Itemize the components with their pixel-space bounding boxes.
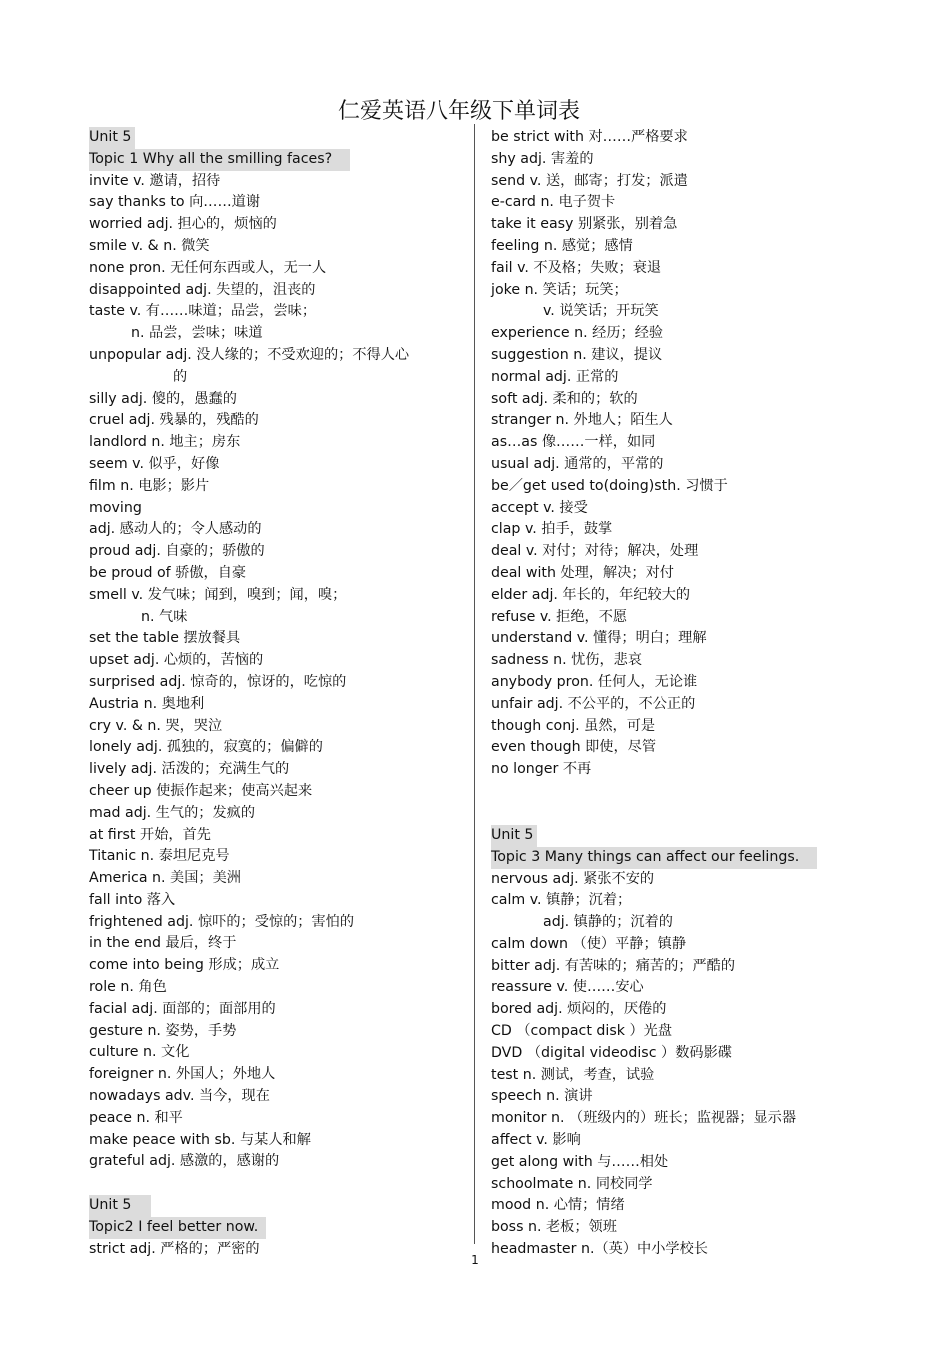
vocab-entry-continuation: n. 气味 (141, 608, 188, 625)
vocab-entry: clap v. 拍手，鼓掌 (491, 521, 613, 538)
vocab-entry: disappointed adj. 失望的，沮丧的 (89, 281, 316, 298)
vocab-entry: silly adj. 傻的，愚蠢的 (89, 390, 237, 407)
vocab-entry: send v. 送，邮寄；打发；派遣 (491, 172, 688, 189)
section-topic-heading: Topic 3 Many things can affect our feelings. (491, 847, 817, 869)
vocab-entry: deal v. 对付；对待；解决，处理 (491, 543, 699, 560)
vocab-entry: Titanic n. 泰坦尼克号 (89, 848, 230, 865)
vocab-entry: understand v. 懂得；明白；理解 (491, 630, 707, 647)
vocab-entry: be proud of 骄傲，自豪 (89, 564, 247, 581)
vocab-entry: set the table 摆放餐具 (89, 630, 241, 647)
vocab-entry: cheer up 使振作起来；使高兴起来 (89, 782, 313, 799)
vocab-entry: lively adj. 活泼的；充满生气的 (89, 761, 290, 778)
section-topic-heading: Topic2 I feel better now. (89, 1217, 266, 1239)
vocab-entry: peace n. 和平 (89, 1109, 183, 1126)
vocab-entry: culture n. 文化 (89, 1044, 190, 1061)
vocab-entry-continuation: adj. 镇静的；沉着的 (543, 914, 673, 931)
right-column (491, 127, 911, 1261)
vocab-entry: nowadays adv. 当今，现在 (89, 1088, 270, 1105)
vocab-entry: feeling n. 感觉；感情 (491, 237, 633, 254)
vocab-entry: smile v. & n. 微笑 (89, 237, 210, 254)
vocab-entry: calm v. 镇静；沉着； (491, 892, 632, 909)
page-title: 仁爱英语八年级下单词表 (337, 99, 580, 124)
section-topic-heading: Topic 1 Why all the smilling faces? (89, 149, 350, 171)
vocab-entry: cry v. & n. 哭，哭泣 (89, 717, 223, 734)
vocab-entry: proud adj. 自豪的；骄傲的 (89, 543, 265, 560)
vocab-entry: facial adj. 面部的；面部用的 (89, 1000, 276, 1017)
vocab-entry: grateful adj. 感激的，感谢的 (89, 1153, 280, 1170)
vocab-entry: in the end 最后，终于 (89, 935, 237, 952)
vocab-entry: frightened adj. 惊吓的；受惊的；害怕的 (89, 913, 355, 930)
vocab-entry: monitor n. （班级内的）班长；监视器；显示器 (491, 1110, 797, 1127)
vocab-entry: experience n. 经历；经验 (491, 325, 664, 342)
vocab-entry: unfair adj. 不公平的，不公正的 (491, 695, 696, 712)
vocab-entry: none pron. 无任何东西或人，无一人 (89, 259, 327, 276)
vocab-entry: make peace with sb. 与某人和解 (89, 1131, 311, 1148)
vocab-entry: foreigner n. 外国人；外地人 (89, 1066, 276, 1083)
vocab-entry: mad adj. 生气的；发疯的 (89, 804, 256, 821)
vocab-entry: moving (89, 499, 142, 516)
vocab-entry: lonely adj. 孤独的，寂寞的；偏僻的 (89, 739, 323, 756)
vocab-entry: stranger n. 外地人；陌生人 (491, 412, 673, 429)
vocab-entry-continuation: adj. 感动人的；令人感动的 (89, 521, 262, 538)
vocab-entry: elder adj. 年长的，年纪较大的 (491, 586, 691, 603)
vocab-entry: CD （compact disk ）光盘 (491, 1023, 673, 1040)
vocab-entry: Austria n. 奥地利 (89, 695, 205, 712)
vocab-entry: though conj. 虽然，可是 (491, 717, 656, 734)
section-unit-heading: Unit 5 (89, 1195, 151, 1217)
vocab-entry: reassure v. 使……安心 (491, 979, 644, 996)
vocab-entry-continuation: 的 (173, 368, 188, 385)
vocab-entry: fail v. 不及格；失败；衰退 (491, 259, 662, 276)
vocab-entry: anybody pron. 任何人，无论谁 (491, 673, 698, 690)
vocab-entry: be／get used to(doing)sth. 习惯于 (491, 477, 728, 494)
vocab-entry: soft adj. 柔和的；软的 (491, 390, 638, 407)
vocab-entry: unpopular adj. 没人缘的；不受欢迎的；不得人心 (89, 346, 410, 363)
vocab-entry: mood n. 心情；情绪 (491, 1197, 625, 1214)
vocab-entry: calm down （使）平静；镇静 (491, 935, 687, 952)
section-unit-heading: Unit 5 (89, 127, 135, 149)
vocab-entry: be strict with 对……严格要求 (491, 129, 688, 145)
vocab-entry: worried adj. 担心的，烦恼的 (89, 216, 277, 233)
vocab-entry: sadness n. 忧伤，悲哀 (491, 652, 643, 669)
vocab-entry: suggestion n. 建议，提议 (491, 346, 663, 363)
vocab-entry: invite v. 邀请，招待 (89, 172, 221, 189)
vocab-entry: America n. 美国；美洲 (89, 870, 241, 887)
vocab-entry: seem v. 似乎，好像 (89, 455, 220, 472)
vocab-entry: surprised adj. 惊奇的，惊讶的，吃惊的 (89, 673, 347, 690)
vocab-entry: say thanks to 向……道谢 (89, 194, 261, 211)
vocab-entry: smell v. 发气味；闻到，嗅到；闻，嗅； (89, 586, 347, 603)
vocab-entry: taste v. 有……味道；品尝，尝味； (89, 303, 317, 320)
vocab-entry: fall into 落入 (89, 891, 176, 908)
vocab-entry: headmaster n.（英）中小学校长 (491, 1241, 708, 1258)
vocab-entry: usual adj. 通常的，平常的 (491, 455, 664, 472)
vocab-entry: shy adj. 害羞的 (491, 150, 594, 167)
vocab-entry: even though 即使，尽管 (491, 739, 657, 756)
vocab-entry: refuse v. 拒绝，不愿 (491, 608, 628, 625)
vocab-entry: bitter adj. 有苦味的；痛苦的；严酷的 (491, 957, 736, 974)
vocab-entry: speech n. 演讲 (491, 1088, 593, 1105)
vocab-entry: landlord n. 地主；房东 (89, 434, 241, 451)
vocab-entry: test n. 测试，考查，试验 (491, 1066, 655, 1083)
vocab-entry: no longer 不再 (491, 761, 592, 778)
vocab-entry: get along with 与……相处 (491, 1153, 669, 1170)
vocab-entry: normal adj. 正常的 (491, 368, 619, 385)
page-number: 1 (471, 1253, 479, 1267)
vocab-entry: joke n. 笑话；玩笑； (491, 281, 628, 298)
vocab-entry: strict adj. 严格的；严密的 (89, 1240, 260, 1257)
vocab-entry: accept v. 接受 (491, 499, 588, 516)
vocab-entry: at first 开始，首先 (89, 826, 211, 843)
vocab-entry: take it easy 别紧张，别着急 (491, 216, 678, 233)
vocab-entry: cruel adj. 残暴的，残酷的 (89, 412, 259, 429)
vocab-entry: bored adj. 烦闷的，厌倦的 (491, 1001, 667, 1018)
column-divider (474, 124, 475, 1244)
vocab-entry: DVD （digital videodisc ）数码影碟 (491, 1044, 732, 1061)
vocab-entry: as…as 像……一样，如同 (491, 434, 656, 451)
vocab-entry: nervous adj. 紧张不安的 (491, 870, 655, 887)
vocab-entry: deal with 处理，解决；对付 (491, 564, 674, 581)
vocab-entry: upset adj. 心烦的，苦恼的 (89, 652, 264, 669)
vocab-entry: role n. 角色 (89, 979, 167, 996)
vocab-entry: boss n. 老板；领班 (491, 1219, 617, 1236)
left-column (89, 127, 459, 1261)
vocab-entry: gesture n. 姿势，手势 (89, 1022, 237, 1039)
vocab-entry: come into being 形成；成立 (89, 957, 280, 974)
vocab-entry: e-card n. 电子贺卡 (491, 194, 616, 211)
vocab-entry-continuation: v. 说笑话；开玩笑 (543, 303, 659, 320)
section-unit-heading: Unit 5 (491, 825, 537, 847)
vocab-entry-continuation: n. 品尝，尝味；味道 (131, 325, 263, 342)
vocab-entry: schoolmate n. 同校同学 (491, 1175, 653, 1192)
vocab-entry: affect v. 影响 (491, 1132, 581, 1149)
vocab-entry: film n. 电影；影片 (89, 477, 210, 494)
